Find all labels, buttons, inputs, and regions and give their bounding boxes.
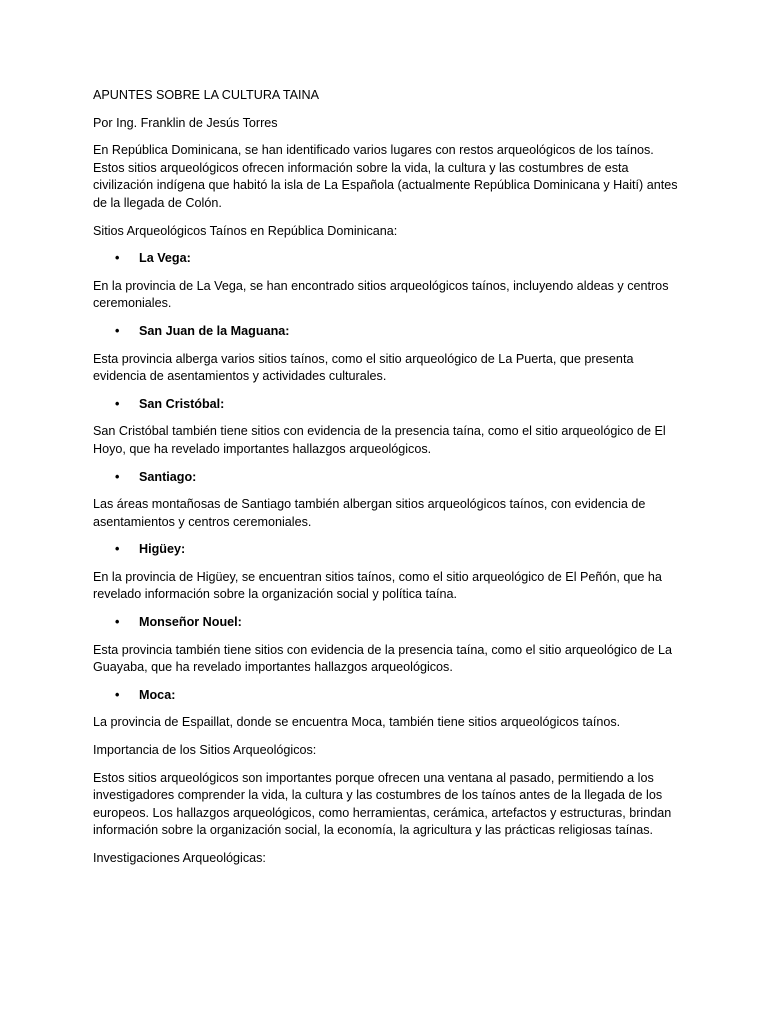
site-description: Esta provincia también tiene sitios con evidencia de la presencia taína, como el sitio arqueológico de La Guayaba, que ha revelado importantes hallazgos arqueológicos.: [93, 642, 672, 675]
site-description: Esta provincia alberga varios sitios taínos, como el sitio arqueológico de La Puerta, que presenta evidencia de asentamientos y actividades culturales.: [93, 351, 634, 384]
site-item-la-vega: [93, 250, 678, 268]
site-item-monsenor-nouel: [93, 614, 678, 632]
bullet-icon: •: [115, 542, 120, 557]
site-item-santiago: [93, 469, 678, 487]
bullet-icon: •: [115, 323, 120, 338]
site-name: Moca:: [139, 687, 176, 702]
site-description: La provincia de Espaillat, donde se encuentra Moca, también tiene sitios arqueológicos taínos.: [93, 715, 621, 730]
bullet-icon: •: [115, 396, 120, 411]
site-description: San Cristóbal también tiene sitios con evidencia de la presencia taína, como el sitio arqueológico de El Hoyo, que ha revelado importantes hallazgos arqueológicos.: [93, 424, 666, 456]
document-body: [93, 87, 678, 878]
site-name: Monseñor Nouel:: [139, 615, 242, 630]
bullet-icon: •: [115, 251, 120, 266]
sites-heading: Sitios Arqueológicos Taínos en República Dominicana:: [93, 223, 398, 238]
site-name: La Vega:: [139, 251, 191, 266]
site-description: Las áreas montañosas de Santiago también albergan sitios arqueológicos taínos, con evidencia de asentamientos y centros ceremoniales.: [93, 497, 646, 529]
site-name: Higüey:: [139, 542, 186, 557]
bullet-icon: •: [115, 615, 120, 630]
site-description: En la provincia de Higüey, se encuentran sitios taínos, como el sitio arqueológico de El Peñón, que ha revelado información sobre la organización social y política taína.: [93, 569, 662, 602]
bullet-icon: •: [115, 469, 120, 484]
bullet-icon: •: [115, 687, 120, 702]
research-heading: Investigaciones Arqueológicas:: [93, 851, 266, 865]
site-name: Santiago:: [139, 469, 197, 484]
importance-heading: Importancia de los Sitios Arqueológicos:: [93, 743, 317, 758]
intro-paragraph: En República Dominicana, se han identificado varios lugares con restos arqueológicos de los taínos. Estos sitios arqueológicos ofrecen información sobre la vida, la cultura y las costumbres de esta civilización indígena que habitó la isla de La Española (actualmente República Dominicana y Haití) antes de la llegada de Colón.: [93, 143, 678, 210]
site-item-moca: [93, 687, 678, 705]
site-description: En la provincia de La Vega, se han encontrado sitios arqueológicos taínos, incluyendo aldeas y centros ceremoniales.: [93, 278, 669, 311]
site-name: San Cristóbal:: [139, 396, 225, 411]
importance-paragraph: Estos sitios arqueológicos son importantes porque ofrecen una ventana al pasado, permitiendo a los investigadores comprender la vida, la cultura y las costumbres de los taínos antes de la llegada de los europeos. Los hallazgos arqueológicos, como herramientas, cerámica, artefactos y estructuras, brindan información sobre la organización social, la economía, la agricultura y las prácticas religiosas taínas.: [93, 770, 672, 838]
site-name: San Juan de la Maguana:: [139, 323, 290, 338]
site-item-san-juan: [93, 323, 678, 341]
document-title: APUNTES SOBRE LA CULTURA TAINA: [93, 88, 320, 102]
site-item-higuey: [93, 541, 678, 559]
document-author: Por Ing. Franklin de Jesús Torres: [93, 115, 278, 130]
site-item-san-cristobal: [93, 396, 678, 414]
